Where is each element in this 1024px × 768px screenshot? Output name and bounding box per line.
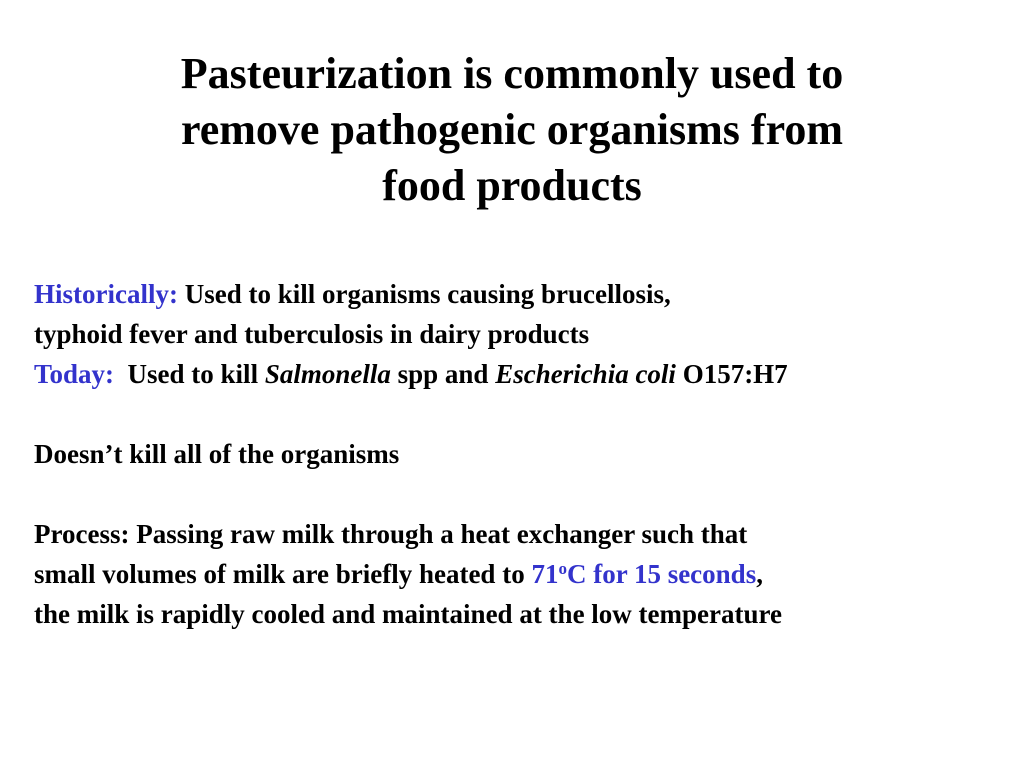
title-line-2: remove pathogenic organisms from bbox=[181, 105, 843, 154]
spacer bbox=[34, 394, 1004, 434]
process-line-2 bbox=[34, 554, 1004, 594]
today-text-pre: Used to kill bbox=[127, 359, 259, 389]
today-line bbox=[34, 354, 1004, 394]
organism-ecoli: Escherichia coli bbox=[495, 359, 676, 389]
historically-line-2: typhoid fever and tuberculosis in dairy products bbox=[34, 319, 590, 349]
process-text-pre: small volumes of milk are briefly heated to bbox=[34, 559, 525, 589]
ecoli-strain: O157:H7 bbox=[682, 359, 788, 389]
process-comma: , bbox=[756, 559, 763, 589]
temperature-value: 71 bbox=[531, 559, 559, 589]
historically-label: Historically: bbox=[34, 279, 178, 309]
historically-line-1 bbox=[34, 274, 1004, 314]
slide-body bbox=[34, 274, 1004, 634]
spacer bbox=[34, 474, 1004, 514]
statement-line: Doesn’t kill all of the organisms bbox=[34, 439, 400, 469]
process-line-1: Process: Passing raw milk through a heat exchanger such that bbox=[34, 519, 748, 549]
title-line-3: food products bbox=[382, 161, 642, 210]
today-text-mid: spp and bbox=[397, 359, 489, 389]
process-line-3: the milk is rapidly cooled and maintained at the low temperature bbox=[34, 599, 782, 629]
degree-symbol: o bbox=[558, 559, 567, 578]
today-label: Today: bbox=[34, 359, 115, 389]
temperature-highlight bbox=[531, 559, 756, 589]
slide-title bbox=[80, 46, 944, 214]
temperature-duration: C for 15 seconds bbox=[566, 559, 757, 589]
title-line-1: Pasteurization is commonly used to bbox=[180, 49, 844, 98]
organism-salmonella: Salmonella bbox=[264, 359, 391, 389]
historically-text-1: Used to kill organisms causing brucellosis, bbox=[184, 279, 671, 309]
